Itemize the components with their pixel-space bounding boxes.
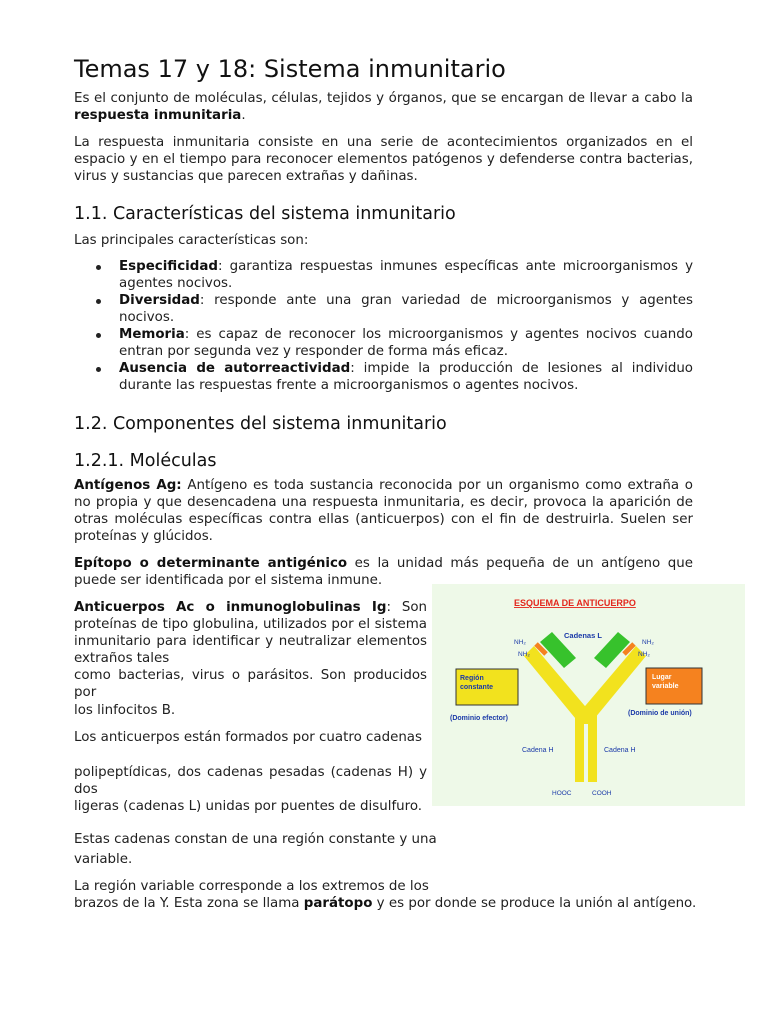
antigenos-paragraph: Antígenos Ag: Antígeno es toda sustancia reconocida por un organismo como extraña o no propia y que desencadena una respuesta inmunitaria, es decir, provoca la aparición de otras moléculas específicas contra ellas (anticuerpos) con el fin de destruirla. Suelen ser proteínas y glúcidos. <box>74 478 693 544</box>
intro-paragraph-1: Es el conjunto de moléculas, células, tejidos y órganos, que se encargan de llevar a cabo la respuesta inmunitaria. <box>74 91 693 123</box>
dominio-union-label: (Dominio de unión) <box>628 710 692 717</box>
region-constante-label: Región constante <box>460 675 494 691</box>
nh2-label: NH₂ <box>642 639 654 646</box>
list-item: Diversidad: responde ante una gran variedad de microorganismos y agentes nocivos. <box>74 292 693 326</box>
diagram-title: ESQUEMA DE ANTICUERPO <box>514 598 636 608</box>
cadenas-line-2: polipeptídicas, dos cadenas pesadas (cadenas H) y dos <box>74 765 427 797</box>
lugar-variable-label-wrap <box>652 673 698 701</box>
anticuerpos-line-3: los linfocitos B. <box>74 703 176 718</box>
list-item: Ausencia de autorreactividad: impide la producción de lesiones al individuo durante las respuestas frente a microorganismos o agentes nocivos. <box>74 360 693 394</box>
bullet-icon <box>96 333 101 338</box>
intro-paragraph-2: La respuesta inmunitaria consiste en una serie de acontecimientos organizados en el espacio y en el tiempo para reconocer elementos patógenos y defenderse contra bacterias, virus y sustancias que parecen extrañas y dañinas. <box>74 135 693 184</box>
region-line-1: La región variable corresponde a los extremos de los <box>74 879 429 894</box>
antibody-diagram <box>432 584 745 806</box>
cadena-h-left-label: Cadena H <box>522 747 554 754</box>
bullet-icon <box>96 367 101 372</box>
page-title: Temas 17 y 18: Sistema inmunitario <box>74 55 506 83</box>
subsection-heading-1-2-1: 1.2.1. Moléculas <box>74 451 217 471</box>
bullet-icon <box>96 265 101 270</box>
nh2-label: NH₂ <box>514 639 526 646</box>
bullet-icon <box>96 299 101 304</box>
list-item: Especificidad: garantiza respuestas inmunes específicas ante microorganismos y agentes nocivos. <box>74 258 693 292</box>
anticuerpos-line-2: como bacterias, virus o parásitos. Son producidos por <box>74 668 427 700</box>
lugar-variable-label: Lugar variable <box>652 674 679 690</box>
cadenas-line-4: Estas cadenas constan de una región constante y una <box>74 832 437 847</box>
characteristics-list <box>74 258 693 394</box>
region-constante-label-wrap <box>460 674 515 702</box>
cadena-h-right-label: Cadena H <box>604 747 636 754</box>
dominio-efector-label: (Dominio efector) <box>450 715 508 722</box>
cadenas-line-3: ligeras (cadenas L) unidas por puentes de disulfuro. <box>74 799 423 814</box>
heavy-chain-right-stem <box>588 712 597 782</box>
characteristics-lead: Las principales características son: <box>74 233 309 248</box>
cooh-label: COOH <box>592 790 612 797</box>
heavy-chain-left-stem <box>575 712 584 782</box>
region-line-2: brazos de la Y. Esta zona se llama parátopo y es por donde se produce la unión al antígeno. <box>74 896 697 911</box>
nh2-label: NH₂ <box>638 651 650 658</box>
nh2-label: NH₂ <box>518 651 530 658</box>
cadenas-l-label: Cadenas L <box>564 631 602 640</box>
epitopo-paragraph: Epítopo o determinante antigénico es la unidad más pequeña de un antígeno que puede ser identificada por el sistema inmune. <box>74 556 694 588</box>
list-item: Memoria: es capaz de reconocer los microorganismos y agentes nocivos cuando entran por segunda vez y responder de forma más eficaz. <box>74 326 693 360</box>
anticuerpos-paragraph: Anticuerpos Ac o inmunoglobulinas Ig: Son proteínas de tipo globulina, utilizados por el sistema inmunitario para identificar y neutralizar elementos extraños tales <box>74 600 427 666</box>
hooc-label: HOOC <box>552 790 572 797</box>
cadenas-line-5: variable. <box>74 852 133 867</box>
section-heading-1-2: 1.2. Componentes del sistema inmunitario <box>74 414 447 434</box>
section-heading-1-1: 1.1. Características del sistema inmunitario <box>74 204 456 224</box>
cadenas-line-1: Los anticuerpos están formados por cuatro cadenas <box>74 730 422 745</box>
